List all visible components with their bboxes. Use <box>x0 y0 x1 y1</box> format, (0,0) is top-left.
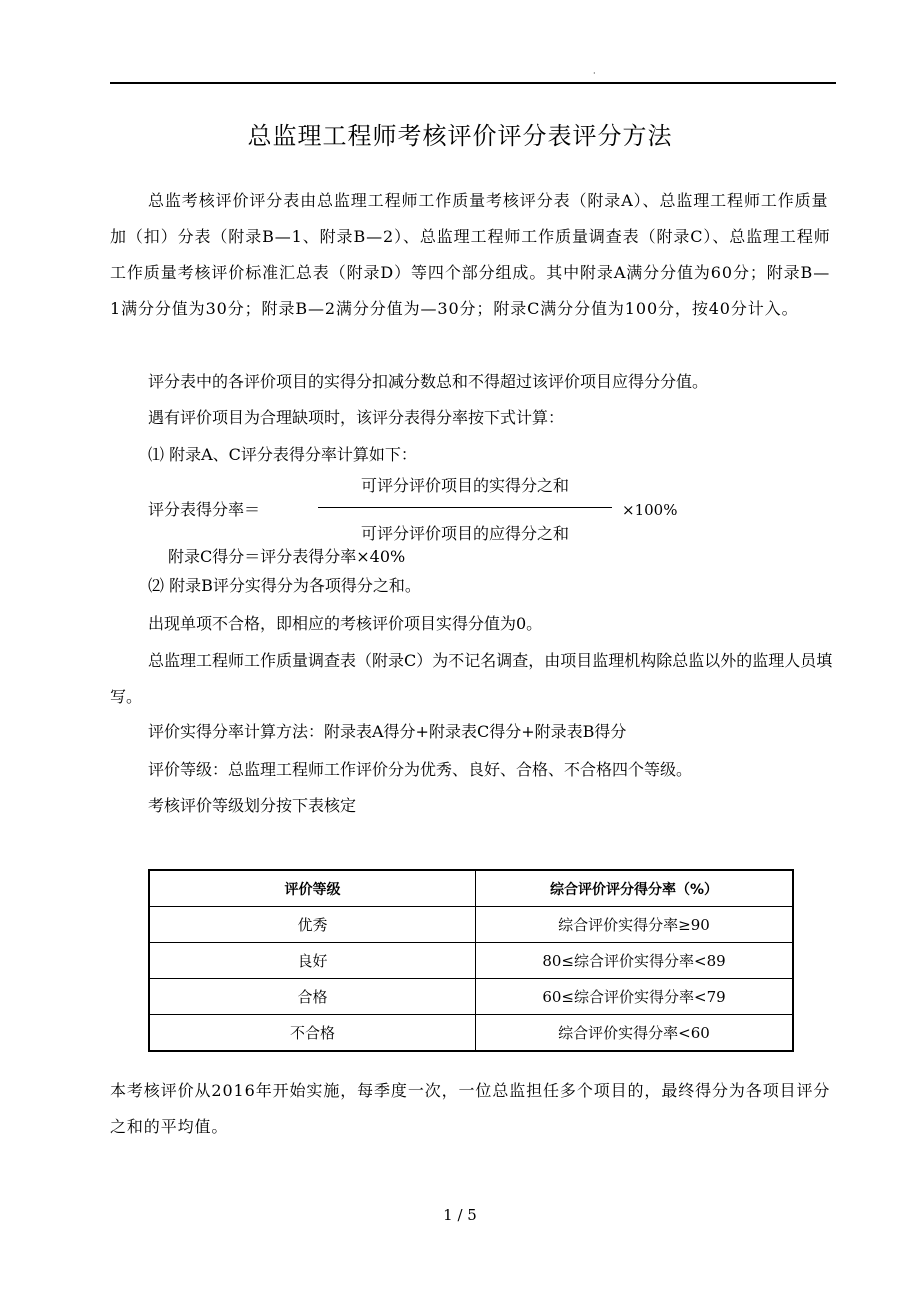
table-header-cell: 综合评价评分得分率（%） <box>476 870 794 907</box>
header-mark: · <box>593 69 596 78</box>
table-row <box>149 1015 793 1052</box>
paragraph-appendix-c-score: 附录C得分＝评分表得分率×40% <box>168 547 406 566</box>
table-cell: 不合格 <box>149 1015 476 1052</box>
formula-fraction-bar <box>318 507 612 508</box>
table-cell: 良好 <box>149 943 476 979</box>
paragraph-survey: 总监理工程师工作质量调查表（附录C）为不记名调查，由项目监理机构除总监以外的监理人员填写。 <box>110 651 833 706</box>
grade-table <box>148 869 794 1052</box>
paragraph-table-intro: 考核评价等级划分按下表核定 <box>148 796 357 815</box>
formula-multiplier: ×100% <box>622 501 678 519</box>
table-row <box>149 907 793 943</box>
page-title: 总监理工程师考核评价评分表评分方法 <box>247 122 673 150</box>
table-cell: 综合评价实得分率≥90 <box>476 907 794 943</box>
paragraph-missing-items: 遇有评价项目为合理缺项时，该评分表得分率按下式计算： <box>148 408 565 427</box>
table-cell: 80≤综合评价实得分率<89 <box>476 943 794 979</box>
paragraph-grade-levels: 评价等级：总监理工程师工作评价分为优秀、良好、合格、不合格四个等级。 <box>148 760 693 779</box>
formula-label: 评分表得分率＝ <box>148 500 261 519</box>
formula-numerator: 可评分评价项目的实得分之和 <box>360 476 569 495</box>
paragraph-implementation: 本考核评价从2016年开始实施，每季度一次，一位总监担任多个项目的，最终得分为各项目评分之和的平均值。 <box>110 1081 831 1136</box>
table-cell: 综合评价实得分率<60 <box>476 1015 794 1052</box>
table-cell: 60≤综合评价实得分率<79 <box>476 979 794 1015</box>
paragraph-formula-intro: ⑴ 附录A、C评分表得分率计算如下： <box>148 445 417 464</box>
paragraph-calc-method: 评价实得分率计算方法：附录表A得分+附录表C得分+附录表B得分 <box>148 722 627 741</box>
table-cell: 优秀 <box>149 907 476 943</box>
formula-denominator: 可评分评价项目的应得分之和 <box>360 524 569 543</box>
table-row <box>149 943 793 979</box>
table-row <box>149 979 793 1015</box>
header-rule <box>110 82 836 84</box>
table-header-row <box>149 870 793 907</box>
table-cell: 合格 <box>149 979 476 1015</box>
table-header-cell: 评价等级 <box>149 870 476 907</box>
paragraph-deduction-rule: 评分表中的各评价项目的实得分扣减分数总和不得超过该评价项目应得分分值。 <box>148 372 709 391</box>
paragraph-fail-rule: 出现单项不合格，即相应的考核评价项目实得分值为0。 <box>148 614 543 633</box>
page-number: 1 / 5 <box>443 1206 477 1224</box>
paragraph-appendix-b-score: ⑵ 附录B评分实得分为各项得分之和。 <box>148 576 421 595</box>
paragraph-composition: 总监考核评价评分表由总监理工程师工作质量考核评分表（附录A）、总监理工程师工作质量加（扣）分表（附录B—1、附录B—2）、总监理工程师工作质量调查表（附录C）、总监理工程师工作质量考核评价标准汇总表（附录D）等四个部分组成。其中附录A满分分值为60分；附录B—1满分分值为30分；附录B—2满分分值为—30分；附录C满分分值为100分，按40分计入。 <box>110 191 831 318</box>
